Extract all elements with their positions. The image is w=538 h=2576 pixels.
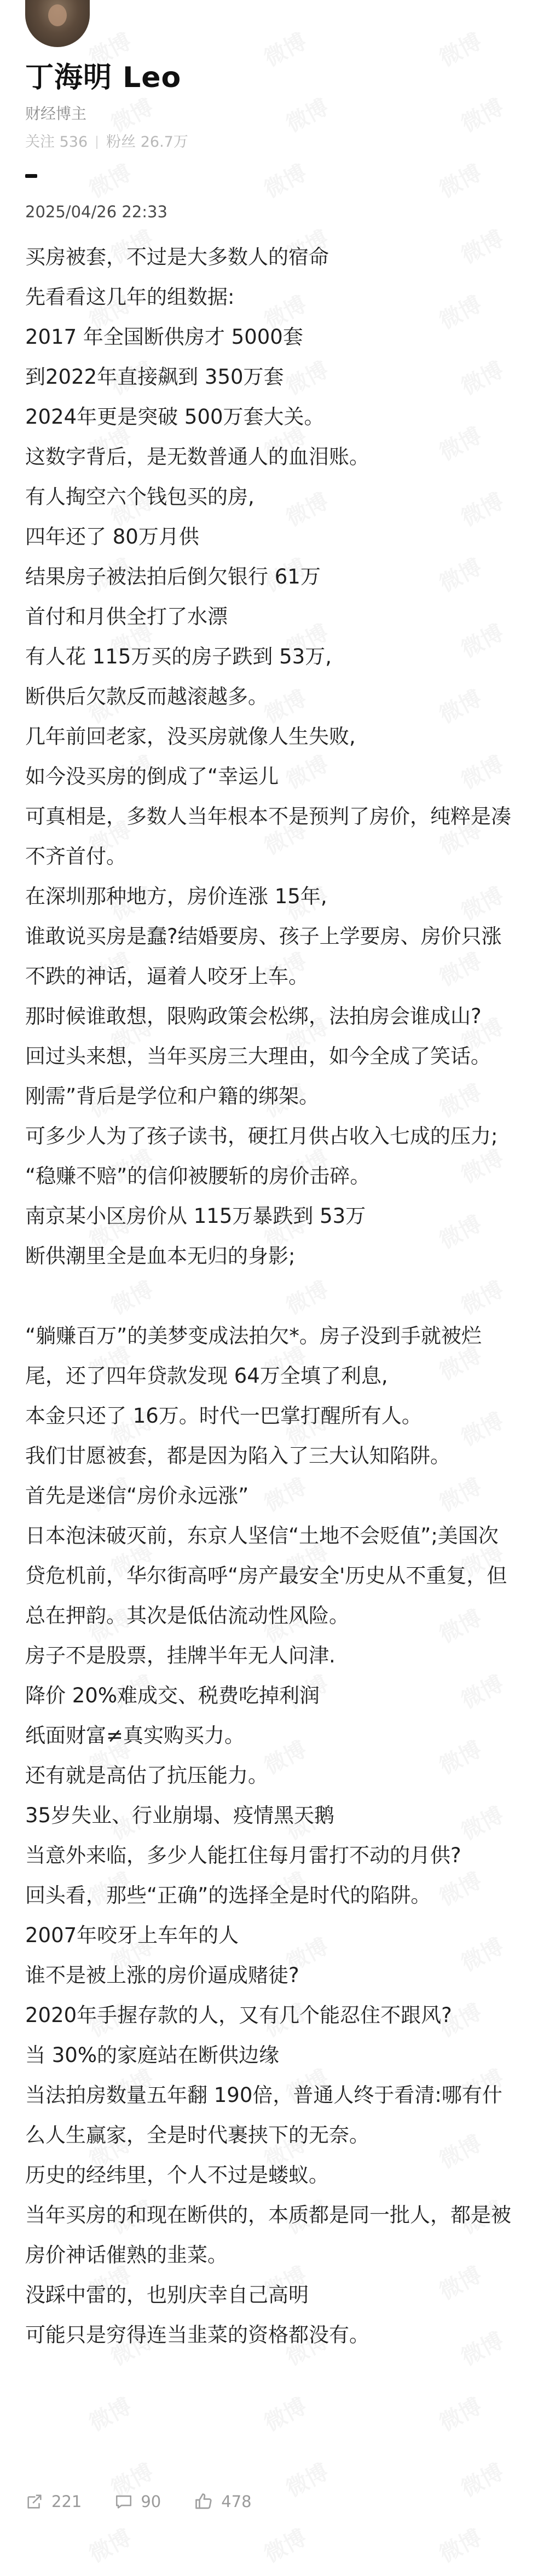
post-line: 当年买房的和现在断供的，本质都是同一批人，都是被房价神话催熟的韭菜。 <box>25 2203 511 2267</box>
title-dash <box>25 174 37 178</box>
post-line: 当 30%的家庭站在断供边缘 <box>25 2043 279 2067</box>
author-header <box>0 0 538 223</box>
share-button[interactable] <box>25 2492 82 2511</box>
like-count: 478 <box>221 2492 252 2511</box>
post-line: 历史的经纬里，个人不过是蝼蚁。 <box>25 2163 329 2187</box>
avatar[interactable] <box>25 0 90 47</box>
author-name[interactable]: 丁海明 Leo <box>25 61 182 94</box>
post-line: 降价 20%难成交、税费吃掉利润 <box>25 1684 320 1707</box>
post-line: 纸面财富≠真实购买力。 <box>25 1724 245 1747</box>
share-count: 221 <box>51 2492 82 2511</box>
following-count[interactable]: 关注 536 <box>25 134 88 151</box>
post-line: 没踩中雷的，也别庆幸自己高明 <box>25 2283 309 2307</box>
comment-icon <box>114 2492 133 2511</box>
post-line: 房子不是股票，挂牌半年无人问津. <box>25 1644 335 1667</box>
post-line: 如今没买房的倒成了“幸运儿 <box>25 765 279 788</box>
action-bar <box>25 2492 285 2511</box>
watermark <box>83 2521 136 2569</box>
share-icon <box>25 2492 44 2511</box>
post-line: 回头看，那些“正确”的选择全是时代的陷阱。 <box>25 1884 431 1907</box>
watermark <box>83 2389 136 2438</box>
post-line: 买房被套，不过是大多数人的宿命 <box>25 245 329 269</box>
post-line: 先看看这几年的组数据: <box>25 285 235 309</box>
post-line: 在深圳那种地方，房价连涨 15年, <box>25 885 327 908</box>
comment-count: 90 <box>141 2492 161 2511</box>
author-stats <box>25 132 513 152</box>
post-line: 35岁失业、行业崩塌、疫情黑天鹅 <box>25 1804 335 1827</box>
like-button[interactable] <box>194 2492 251 2511</box>
post-line: 本金只还了 16万。时代一巴掌打醒所有人。 <box>25 1404 422 1428</box>
post-line: 谁敢说买房是蠢?结婚要房、孩子上学要房、房价只涨不跌的神话，逼着人咬牙上车。 <box>25 925 502 988</box>
post-line: 当法拍房数量五年翻 190倍，普通人终于看清:哪有什么人生赢家，全是时代裹挟下的无奈。 <box>25 2083 502 2147</box>
post-line: 2024年更是突破 500万套大关。 <box>25 405 325 429</box>
comment-button[interactable] <box>114 2492 161 2511</box>
watermark <box>280 2455 333 2503</box>
post-date: 2025/04/26 22:33 <box>25 203 167 221</box>
watermark <box>455 2455 508 2503</box>
watermark <box>258 2521 311 2569</box>
post-line: 南京某小区房价从 115万暴跌到 53万 <box>25 1204 366 1228</box>
post-line: 回过头来想，当年买房三大理由，如今全成了笑话。 <box>25 1044 491 1068</box>
watermark <box>258 2389 311 2438</box>
watermark <box>433 2389 486 2438</box>
post-line: 可能只是穷得连当韭菜的资格都没有。 <box>25 2323 369 2347</box>
post-line: 谁不是被上涨的房价逼成赌徒? <box>25 1963 299 1987</box>
post-line: “稳赚不赔”的信仰被腰斩的房价击碎。 <box>25 1164 371 1188</box>
post-line: 我们甘愿被套，都是因为陷入了三大认知陷阱。 <box>25 1444 450 1468</box>
post-line: 结果房子被法拍后倒欠银行 61万 <box>25 565 321 588</box>
post-line: 有人掏空六个钱包买的房, <box>25 485 254 509</box>
post-line: 可真相是，多数人当年根本不是预判了房价，纯粹是凑不齐首付。 <box>25 805 511 868</box>
post-line: “躺赚百万”的美梦变成法拍欠*。房子没到手就被烂尾，还了四年贷款发现 64万全填了利息, <box>25 1324 482 1388</box>
post-line: 那时候谁敢想，限购政策会松绑，法拍房会谁成山? <box>25 1004 482 1028</box>
post-line: 首先是迷信“房价永远涨” <box>25 1484 249 1508</box>
post-line: 刚需”背后是学位和户籍的绑架。 <box>25 1084 320 1108</box>
post-line: 到2022年直接飙到 350万套 <box>25 365 284 389</box>
watermark <box>433 2521 486 2569</box>
post-content <box>0 237 538 2355</box>
post-line: 可多少人为了孩子读书，硬扛月供占收入七成的压力; <box>25 1124 498 1148</box>
post-line: 这数字背后，是无数普通人的血泪账。 <box>25 445 369 469</box>
post-line: 当意外来临，多少人能扛住每月雷打不动的月供? <box>25 1844 461 1867</box>
post-line: 还有就是高估了抗压能力。 <box>25 1764 268 1787</box>
post-line: 几年前回老家，没买房就像人生失败, <box>25 725 356 748</box>
blank-line <box>25 1276 513 1316</box>
post-line: 有人花 115万买的房子跌到 53万, <box>25 645 332 668</box>
author-role: 财经博主 <box>25 105 87 123</box>
stats-divider <box>96 136 97 149</box>
post-line: 日本泡沫破灭前，东京人坚信“土地不会贬值”;美国次贷危机前，华尔街高呼“房产最安全'历史从不重复，但总在押韵。其次是低估流动性风险。 <box>25 1524 507 1627</box>
fans-count[interactable]: 粉丝 26.7万 <box>106 134 188 151</box>
post-line: 2020年手握存款的人，又有几个能忍住不跟风? <box>25 2003 452 2027</box>
post-line: 首付和月供全打了水漂 <box>25 605 228 628</box>
post-line: 四年还了 80万月供 <box>25 525 199 548</box>
post-line: 2007年咬牙上车年的人 <box>25 1924 239 1947</box>
post-line: 断供潮里全是血本无归的身影; <box>25 1244 296 1268</box>
post-line: 断供后欠款反而越滚越多。 <box>25 685 268 708</box>
post-line: 2017 年全国断供房才 5000套 <box>25 325 303 349</box>
thumbs-up-icon <box>194 2492 213 2511</box>
